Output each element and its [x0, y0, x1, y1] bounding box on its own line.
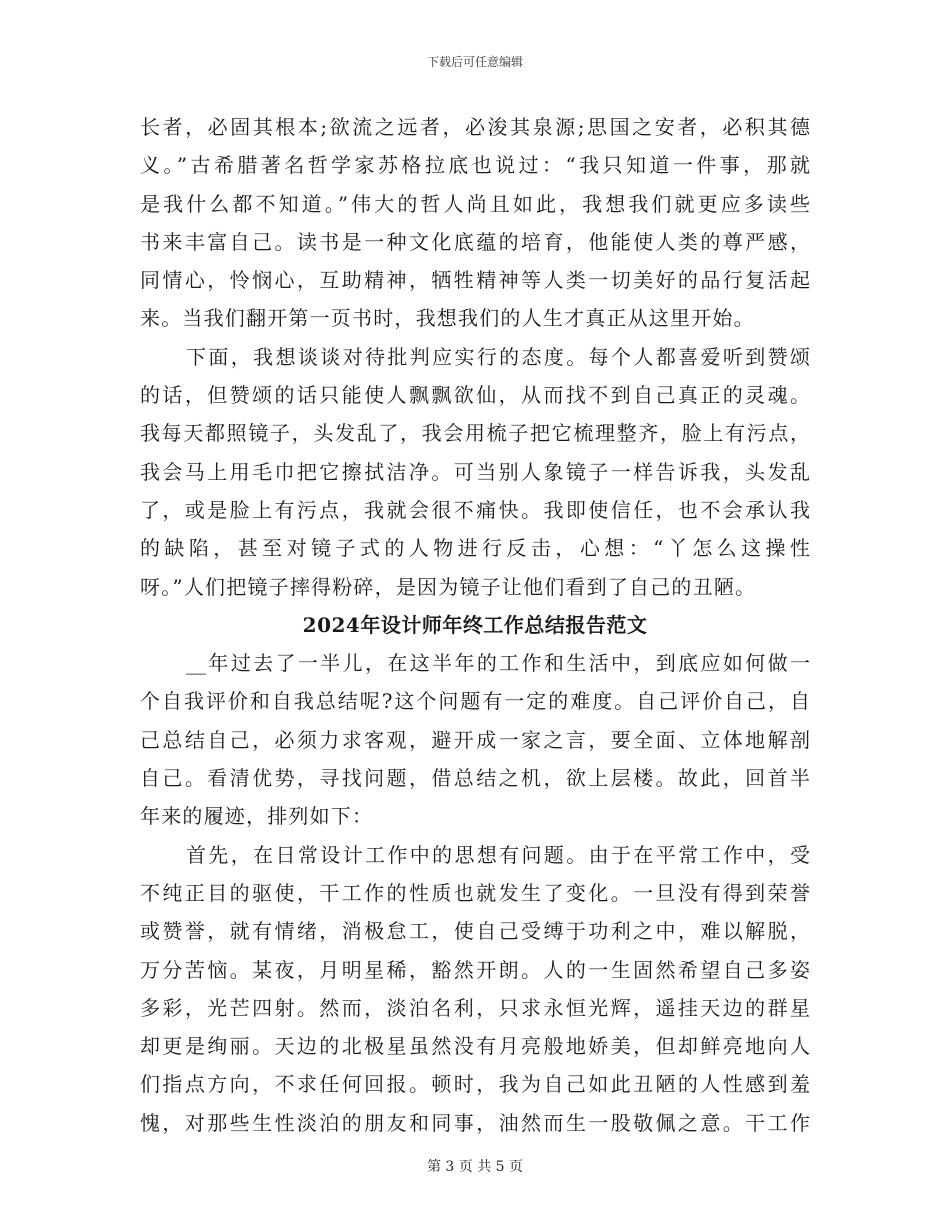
text-line: 我会马上用毛巾把它擦拭洁净。可当别人象镜子一样告诉我，头发乱 [140, 459, 810, 484]
text-line: 是我什么都不知道。”伟大的哲人尚且如此，我想我们就更应多读些 [140, 191, 810, 216]
text-line: 万分苦恼。某夜，月明星稀，豁然开朗。人的一生固然希望自己多姿 [140, 957, 810, 982]
text-line: 长者，必固其根本;欲流之远者，必浚其泉源;思国之安者，必积其德 [140, 115, 810, 139]
page-header-note: 下载后可任意编辑 [426, 55, 523, 69]
text-line: 或赞誉，就有情绪，消极怠工，使自己受缚于功利之中，难以解脱， [140, 919, 810, 944]
text-line: 了，或是脸上有污点，我就会很不痛快。我即使信任，也不会承认我 [140, 497, 810, 522]
text-line: 来。当我们翻开第一页书时，我想我们的人生才真正从这里开始。 [140, 306, 755, 331]
paragraph-start-line: __年过去了一半儿，在这半年的工作和生活中，到底应如何做一 [186, 651, 810, 676]
text-line: 不纯正目的驱使，干工作的性质也就发生了变化。一旦没有得到荣誉 [140, 880, 810, 905]
text-line: 多彩，光芒四射。然而，淡泊名利，只求永恒光辉，遥挂天边的群星 [140, 995, 810, 1020]
text-line: 个自我评价和自我总结呢?这个问题有一定的难度。自己评价自己，自 [140, 689, 810, 714]
text-line: 的缺陷，甚至对镜子式的人物进行反击，心想：“丫怎么这操性 [140, 536, 810, 561]
paragraph-start-line: 下面，我想谈谈对待批判应实行的态度。每个人都喜爱听到赞颂 [186, 344, 810, 369]
text-line: 同情心，怜悯心，互助精神，牺牲精神等人类一切美好的品行复活起 [140, 268, 810, 293]
text-line: 义。”古希腊著名哲学家苏格拉底也说过：“我只知道一件事，那就 [140, 153, 810, 178]
text-line: 却更是绚丽。天边的北极星虽然没有月亮般地娇美，但却鲜亮地向人 [140, 1034, 810, 1059]
paragraph-start-line: 首先，在日常设计工作中的思想有问题。由于在平常工作中，受 [186, 842, 810, 867]
text-line: 的话，但赞颂的话只能使人飘飘欲仙，从而找不到自己真正的灵魂。 [140, 383, 810, 408]
document-body [140, 108, 810, 1142]
text-line: 愧，对那些生性淡泊的朋友和同事，油然而生一股敬佩之意。干工作 [140, 1110, 810, 1135]
text-line: 我每天都照镜子，头发乱了，我会用梳子把它梳理整齐，脸上有污点， [140, 421, 810, 446]
text-line: 们指点方向，不求任何回报。顿时，我为自己如此丑陋的人性感到羞 [140, 1072, 810, 1097]
text-line: 自己。看清优势，寻找问题，借总结之机，欲上层楼。故此，回首半 [140, 766, 810, 791]
text-line: 呀。”人们把镜子摔得粉碎，是因为镜子让他们看到了自己的丑陋。 [140, 574, 757, 599]
text-line: 年来的履迹，排列如下： [140, 804, 374, 829]
section-title: 2024年设计师年终工作总结报告范文 [302, 612, 648, 637]
text-line: 己总结自己，必须力求客观，避开成一家之言，要全面、立体地解剖 [140, 727, 810, 752]
page-number-footer: 第 3 页 共 5 页 [426, 1159, 524, 1175]
text-line: 书来丰富自己。读书是一种文化底蕴的培育，他能使人类的尊严感， [140, 229, 810, 254]
